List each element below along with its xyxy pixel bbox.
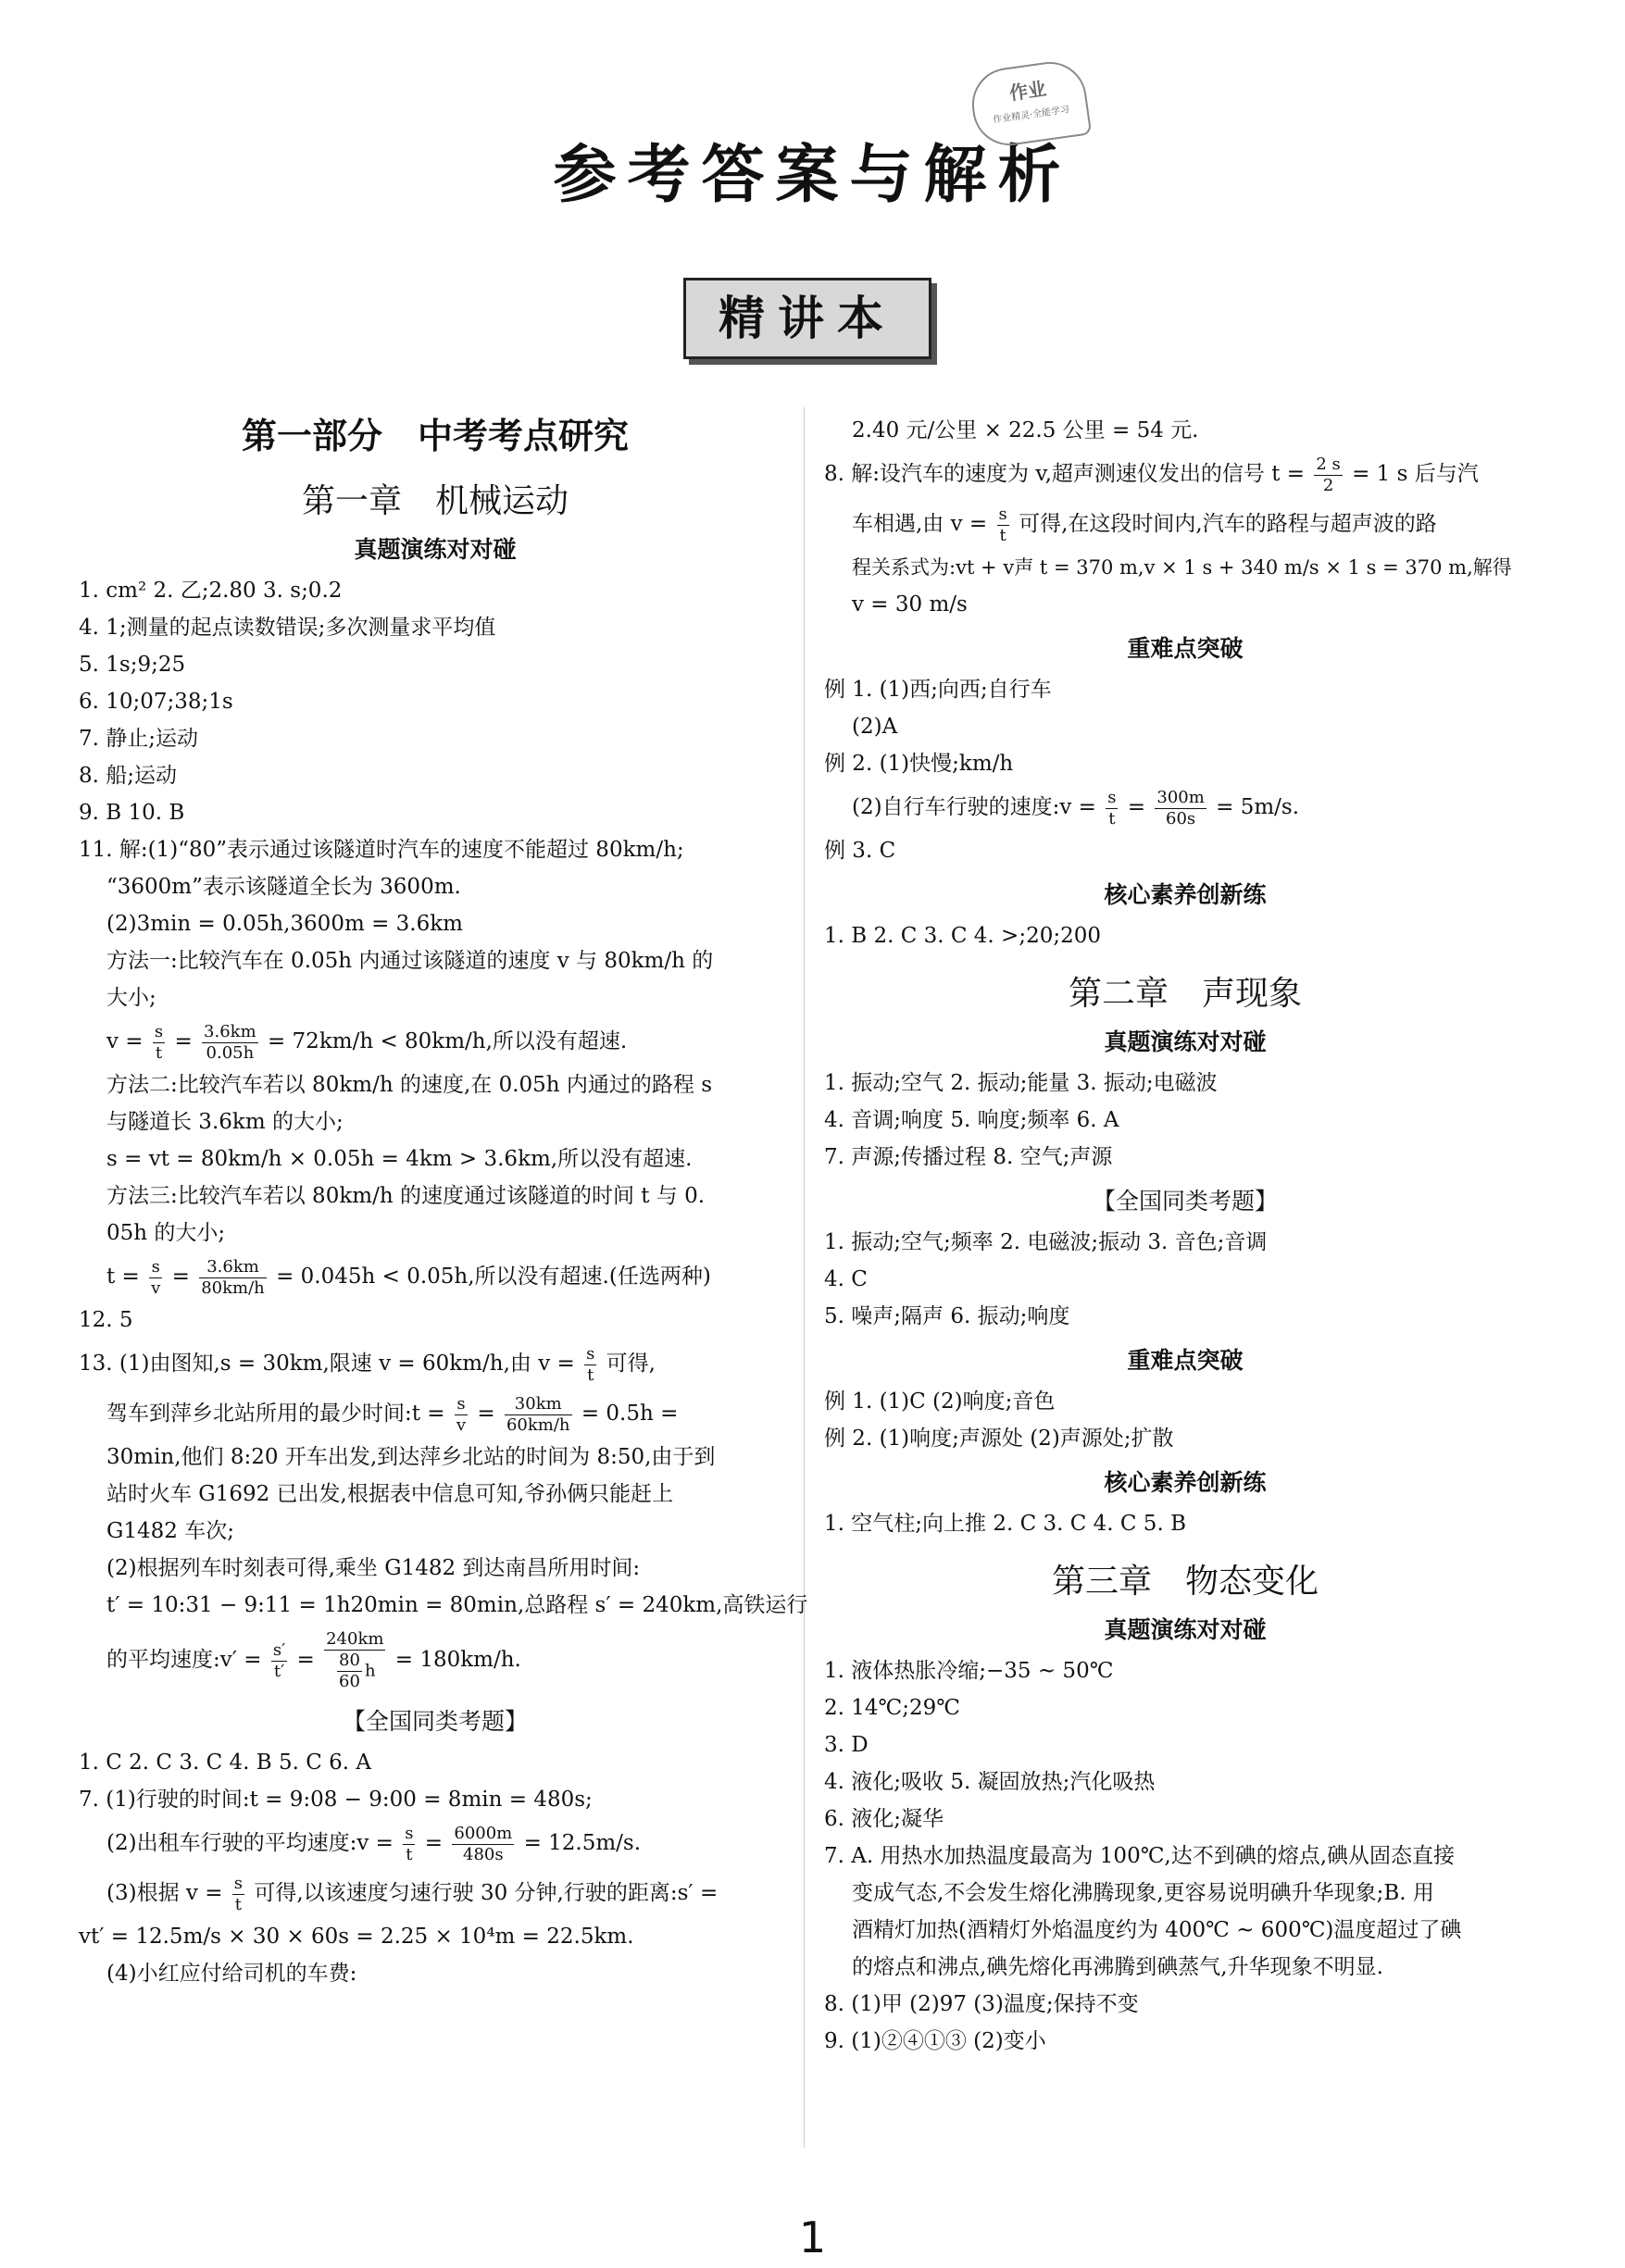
numerator: s	[586, 1343, 595, 1364]
chapter-1-title: 第一章 机械运动	[301, 482, 569, 520]
answer-line: 8. 船;运动	[79, 764, 178, 788]
numerator: 300m	[1156, 787, 1205, 807]
bracket-title: 【全国同类考题】	[342, 1708, 528, 1735]
answer-line: 9. (1)②④①③ (2)变小	[824, 2029, 1046, 2053]
answer-text: = 1 s 后与汽	[1352, 462, 1479, 486]
formula-line	[79, 1868, 792, 1918]
answer-text: 可得,在这段时间内,汽车的路程与超声波的路	[1019, 512, 1437, 536]
numerator: s	[1107, 787, 1117, 807]
answer-text: (2)自行车行驶的速度:v =	[852, 795, 1096, 819]
answer-text: = 5m/s.	[1216, 795, 1300, 819]
answer-line: 6. 10;07;38;1s	[79, 690, 233, 714]
fraction	[202, 1022, 258, 1064]
answer-line: 5. 1s;9;25	[79, 653, 186, 677]
answer-text: 13. (1)由图知,s = 30km,限速 v = 60km/h,由 v =	[79, 1352, 575, 1376]
numerator: s	[998, 504, 1007, 524]
formula-line	[79, 1339, 792, 1389]
answer-line: 1. 空气柱;向上推 2. C 3. C 4. C 5. B	[824, 1512, 1186, 1536]
answer-line: 7. 静止;运动	[79, 727, 199, 751]
answer-line: 2.40 元/公里 × 22.5 公里 = 54 元.	[852, 418, 1199, 442]
answer-text: (2)出租车行驶的平均速度:v =	[106, 1831, 394, 1855]
answer-line: 7. (1)行驶的时间:t = 9:08 − 9:00 = 8min = 480s;	[79, 1788, 593, 1812]
label-t-eq: t =	[106, 1265, 140, 1289]
subsection-title: 真题演练对对碰	[1104, 1616, 1267, 1643]
numerator: 2 s	[1316, 454, 1341, 474]
numerator: 3.6km	[204, 1021, 256, 1041]
answer-line: 05h 的大小;	[106, 1221, 226, 1245]
answer-line: 1. cm² 2. 乙;2.80 3. s;0.2	[79, 579, 343, 603]
numerator: 30km	[505, 1394, 572, 1415]
answer-line: v = 30 m/s	[852, 592, 968, 617]
answer-text: = 0.045h < 0.05h,所以没有超速.(任选两种)	[276, 1265, 711, 1289]
formula-line	[824, 449, 1546, 499]
answer-text: 可得,以该速度匀速行驶 30 分钟,行驶的距离:s′ =	[254, 1881, 719, 1905]
denominator: 480s	[463, 1844, 504, 1864]
answer-line: 4. 1;测量的起点读数错误;多次测量求平均值	[79, 616, 496, 640]
answer-text: = 180km/h.	[394, 1648, 521, 1672]
answer-line: s = vt = 80km/h × 0.05h = 4km > 3.6km,所以没有超速.	[106, 1147, 693, 1171]
fraction	[199, 1257, 267, 1299]
answer-line: 1. 振动;空气 2. 振动;能量 3. 振动;电磁波	[824, 1071, 1218, 1095]
subsection-title: 重难点突破	[1127, 1347, 1244, 1374]
formula-line: 的平均速度:v′ = $\frac{s'}{t'}$ = 240km $\frac{80}{60}$ h = 180km/h.	[106, 1629, 521, 1691]
numerator: s′	[272, 1639, 286, 1660]
answer-text: 可得,	[606, 1352, 656, 1376]
right-column	[824, 412, 1546, 2060]
answer-line: 例 3. C	[824, 839, 896, 863]
column-divider	[804, 407, 805, 2148]
denominator: t	[1108, 808, 1116, 829]
answer-line: 8. (1)甲 (2)97 (3)温度;保持不变	[824, 1992, 1139, 2016]
answer-line: 1. 振动;空气;频率 2. 电磁波;振动 3. 音色;音调	[824, 1230, 1268, 1254]
fraction	[452, 1824, 514, 1865]
denominator: t′	[273, 1661, 285, 1681]
answer-text: (3)根据 v =	[106, 1881, 223, 1905]
denominator: t	[155, 1042, 163, 1063]
answer-text: = 72km/h < 80km/h,所以没有超速.	[267, 1029, 628, 1053]
section-title-box: 精讲本	[683, 278, 931, 359]
answer-line: 的熔点和沸点,碘先熔化再沸腾到碘蒸气,升华现象不明显.	[852, 1955, 1383, 1979]
answer-line: 例 1. (1)C (2)响度;音色	[824, 1389, 1056, 1414]
answer-line: 3. D	[824, 1733, 869, 1757]
subsection-title: 核心素养创新练	[1104, 881, 1267, 908]
formula-line: (2)自行车行驶的速度:v = $\frac{s}{t}$ = $\frac{300m}{60s}$ = 5m/s.	[852, 787, 1300, 829]
answer-line: 4. C	[824, 1267, 868, 1291]
answer-line: 站时火车 G1692 已出发,根据表中信息可知,爷孙俩只能赶上	[106, 1482, 674, 1506]
bracket-title: 【全国同类考题】	[1092, 1188, 1278, 1215]
fraction	[153, 1022, 165, 1064]
fraction	[324, 1629, 385, 1692]
answer-line: (2)根据列车时刻表可得,乘坐 G1482 到达南昌所用时间:	[106, 1556, 641, 1580]
answer-line: 6. 液化;凝华	[824, 1807, 944, 1831]
answer-line: 2. 14℃;29℃	[824, 1696, 960, 1720]
denominator: 60	[339, 1672, 360, 1691]
denominator: t	[234, 1894, 243, 1914]
answer-line: 12. 5	[79, 1308, 133, 1332]
numerator: s	[149, 1257, 162, 1278]
answer-line: 方法一:比较汽车在 0.05h 内通过该隧道的速度 v 与 80km/h 的	[106, 949, 714, 973]
page-number: 1	[798, 2212, 827, 2262]
denominator	[324, 1651, 385, 1692]
denominator: t	[999, 525, 1006, 545]
numerator: 6000m	[454, 1823, 513, 1843]
watermark-stamp	[968, 57, 1092, 150]
answer-line: 5. 噪声;隔声 6. 振动;响度	[824, 1304, 1070, 1328]
fraction	[584, 1344, 596, 1386]
denominator: 60s	[1166, 808, 1196, 829]
answer-text: = 12.5m/s.	[523, 1831, 642, 1855]
answer-line: (2)A	[852, 715, 898, 739]
fraction	[997, 505, 1009, 546]
answer-line: t′ = 10:31 − 9:11 = 1h20min = 80min,总路程 s′ = 240km,高铁运行	[106, 1593, 808, 1617]
chapter-2-title: 第二章 声现象	[1068, 975, 1302, 1013]
answer-line: 例 1. (1)西;向西;自行车	[824, 678, 1052, 702]
answer-text: 的平均速度:v′ =	[106, 1648, 262, 1672]
fraction	[1155, 788, 1206, 829]
fraction	[403, 1824, 415, 1865]
answer-line: “3600m”表示该隧道全长为 3600m.	[106, 875, 461, 899]
formula-line: v = $\frac{s}{t}$ = $\frac{3.6km}{0.05h}$ = 72km/h < 80km/h,所以没有超速.	[106, 1021, 628, 1063]
answer-line: 变成气态,不会发生熔化沸腾现象,更容易说明碘升华现象;B. 用	[852, 1881, 1434, 1905]
answer-line: 程关系式为:vt + v声 t = 370 m,v × 1 s + 340 m/s × 1 s = 370 m,解得	[852, 556, 1512, 579]
answer-line: 大小;	[106, 986, 156, 1010]
answer-line: 7. A. 用热水加热温度最高为 100℃,达不到碘的熔点,碘从固态直接	[824, 1844, 1456, 1868]
answer-line: 1. C 2. C 3. C 4. B 5. C 6. A	[79, 1751, 371, 1775]
denominator: v	[151, 1277, 161, 1298]
fraction	[149, 1257, 162, 1299]
denominator: t	[587, 1365, 594, 1385]
numerator: s	[154, 1021, 164, 1041]
answer-text: = 0.5h =	[581, 1402, 679, 1426]
subsection-title: 重难点突破	[1127, 635, 1244, 662]
numerator: 3.6km	[199, 1257, 267, 1278]
subsection-title: 真题演练对对碰	[1104, 1028, 1267, 1055]
answer-line: G1482 车次;	[106, 1519, 234, 1543]
fraction	[232, 1874, 244, 1915]
subsection-title: 核心素养创新练	[1104, 1469, 1267, 1496]
answer-line: 30min,他们 8:20 开车出发,到达萍乡北站的时间为 8:50,由于到	[106, 1445, 716, 1469]
answer-line: 例 2. (1)响度;声源处 (2)声源处;扩散	[824, 1427, 1174, 1451]
numerator: s	[405, 1823, 414, 1843]
answer-line: (2)3min = 0.05h,3600m = 3.6km	[106, 912, 463, 936]
answer-line: 1. 液体热胀冷缩;−35 ~ 50℃	[824, 1659, 1114, 1683]
numerator: s	[455, 1394, 468, 1415]
numerator: s	[233, 1873, 244, 1893]
answer-line: (4)小红应付给司机的车费:	[106, 1962, 357, 1986]
answer-line: 例 2. (1)快慢;km/h	[824, 752, 1014, 776]
answer-line: 4. 音调;响度 5. 响度;频率 6. A	[824, 1108, 1119, 1132]
answer-line: 1. B 2. C 3. C 4. >;20;200	[824, 924, 1101, 948]
stamp-line-1: 作业	[1007, 77, 1048, 105]
subsection-title: 真题演练对对碰	[354, 536, 517, 563]
unit: h	[364, 1661, 376, 1681]
fraction	[271, 1640, 287, 1682]
answer-line: vt′ = 12.5m/s × 30 × 60s = 2.25 × 10⁴m = 22.5km.	[79, 1925, 634, 1949]
label-v-eq: v =	[106, 1029, 144, 1053]
denominator: 0.05h	[206, 1042, 255, 1063]
answer-line: 7. 声源;传播过程 8. 空气;声源	[824, 1145, 1113, 1169]
formula-line: 驾车到萍乡北站所用的最少时间:t = $\frac{s}{v}$ = $\frac{30km}{60km/h}$ = 0.5h =	[106, 1393, 679, 1435]
answer-line: 11. 解:(1)“80”表示通过该隧道时汽车的速度不能超过 80km/h;	[79, 838, 684, 862]
answer-line: 酒精灯加热(酒精灯外焰温度约为 400℃ ~ 600℃)温度超过了碘	[852, 1918, 1462, 1942]
fraction	[505, 1394, 572, 1436]
page-title: 参考答案与解析	[553, 139, 1072, 212]
part-title: 第一部分 中考考点研究	[241, 416, 629, 456]
stamp-line-2: 作业精灵·全能学习	[992, 105, 1070, 126]
numerator: 240km	[326, 1629, 384, 1649]
fraction	[1106, 788, 1118, 829]
answer-line: 4. 液化;吸收 5. 凝固放热;汽化吸热	[824, 1770, 1156, 1794]
denominator: t	[406, 1844, 413, 1864]
fraction	[455, 1394, 468, 1436]
denominator: 2	[1322, 475, 1334, 495]
answer-text: 车相遇,由 v =	[852, 512, 988, 536]
answer-line: 9. B 10. B	[79, 801, 185, 825]
fraction	[1314, 455, 1342, 496]
answer-line: 与隧道长 3.6km 的大小;	[106, 1110, 344, 1134]
answer-text: 驾车到萍乡北站所用的最少时间:t =	[106, 1402, 445, 1426]
answer-line: 方法三:比较汽车若以 80km/h 的速度通过该隧道的时间 t 与 0.	[106, 1184, 706, 1208]
numerator: 80	[339, 1651, 360, 1670]
formula-line: (2)出租车行驶的平均速度:v = $\frac{s}{t}$ = $\frac{6000m}{480s}$ = 12.5m/s.	[106, 1823, 642, 1864]
answer-text: 8. 解:设汽车的速度为 v,超声测速仪发出的信号 t =	[824, 462, 1306, 486]
left-column	[79, 407, 808, 1992]
formula-line: t = $\frac{s}{v}$ = $\frac{3.6km}{80km/h}$ = 0.045h < 0.05h,所以没有超速.(任选两种)	[106, 1256, 711, 1298]
denominator: 60km/h	[506, 1414, 570, 1435]
chapter-3-title: 第三章 物态变化	[1051, 1563, 1319, 1601]
denominator: v	[456, 1414, 467, 1435]
fraction	[337, 1651, 362, 1692]
answer-line: 方法二:比较汽车若以 80km/h 的速度,在 0.05h 内通过的路程 s	[106, 1073, 713, 1097]
denominator: 80km/h	[201, 1277, 265, 1298]
formula-line	[824, 499, 1546, 549]
